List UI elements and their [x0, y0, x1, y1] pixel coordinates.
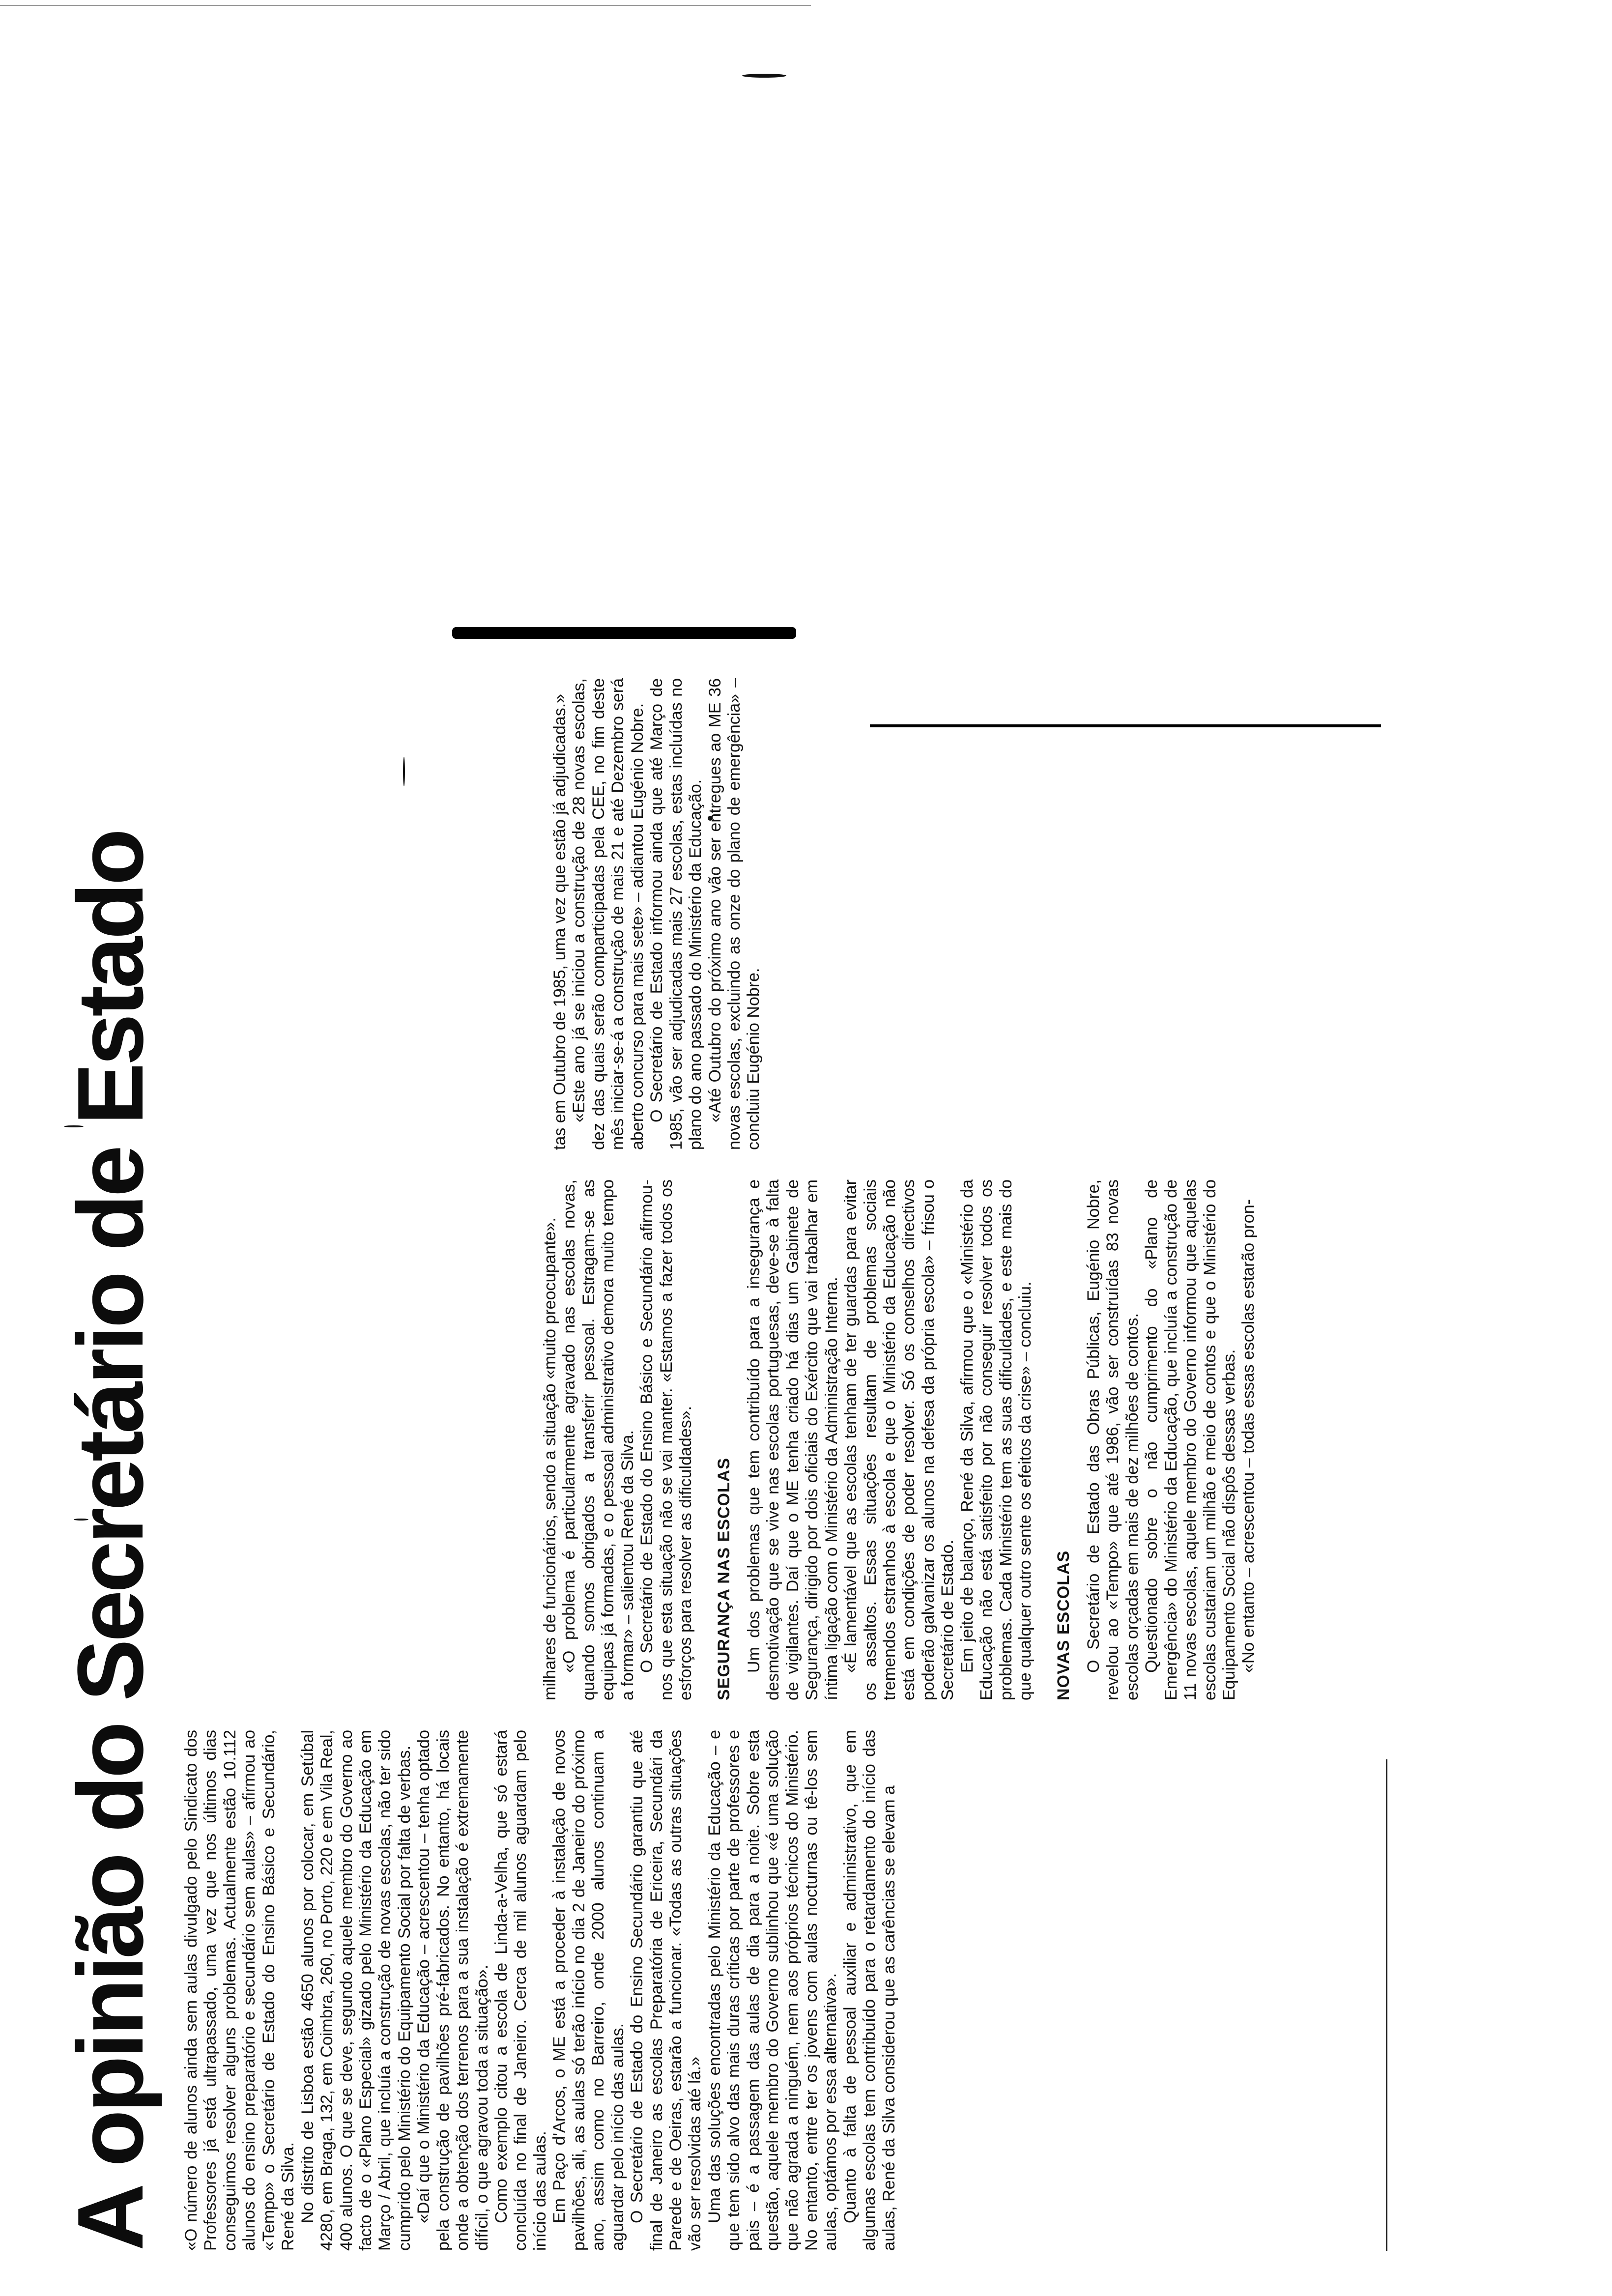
article-column-4: [550, 678, 764, 1150]
paragraph: Questionado sobre o não cumprimento do «Plano de Emergência» do Ministério da Educação, que incluía a construção de 11 novas escolas, aquele membro do Governo informou que aquelas escolas custariam um milhão e meio de contos e que o Ministério do Equipamento Social não dispôs dessas verbas.: [1142, 1179, 1238, 1700]
section-heading-new-schools: NOVAS ESCOLAS: [1054, 1550, 1073, 1700]
paragraph: O Secretário de Estado do Ensino Secundário garantiu que até final de Janeiro as escolas Preparatória de Ericeira, Secundári da Parede e de Oeiras, estarão a funcionar. «Todas as outras situações vão ser resolvidas até lá.»: [628, 1730, 705, 2251]
paragraph: milhares de funcionários, sendo a situação «muito preocupante».: [541, 1217, 559, 1700]
headline: A opinião do Secretário de Estado: [58, 831, 163, 2251]
bottom-rule: [1386, 1759, 1387, 2251]
paragraph: No distrito de Lisboa estão 4650 alunos por colocar, em Setúbal 4280, em Braga, 132, em Coimbra, 260, no Porto, 220 e em Vila Real, 400 alunos. O que se deve, segundo aquele membro do Governo ao facto de o «Plano Especial» gizado pelo Ministério da Educação em Março / Abril, que incluía a construção de novas escolas, não ter sido cumprido pelo Ministério do Equipamento Social por falta de verbas.: [298, 1730, 414, 2251]
paragraph: «Daí que o Ministério da Educação – acrescentou – tenha optado pela construção de pavilhões pré-fabricados. No entanto, há locais onde a obtenção dos terrenos para a sua instalação é extremamente difícil, o que agravou toda a situação».: [414, 1730, 491, 2251]
paragraph: «No entanto – acrescentou – todas essas escolas estarão pron-: [1239, 1199, 1258, 1673]
paragraph: Em jeito de balanço, René da Silva, afirmou que o «Ministério da Educação não está satisfeito por não conseguir resolver todos os problemas. Cada Ministério tem as suas dificuldades, e este mais do que qualquer outro sente os efeitos da crise» – concluiu.: [957, 1179, 1035, 1700]
paragraph: Como exemplo citou a escola de Linda-a-Velha, que só estará concluída no final de Janeiro. Cerca de mil alunos aguardam pelo início das aulas.: [492, 1730, 549, 2251]
paragraph: «Até Outubro do próximo ano vão ser entregues ao ME 36 novas escolas, excluindo as onze do plano de emergência» – concluiu Eugénio Nobre.: [705, 678, 763, 1150]
paragraph: tas em Outubro de 1985, uma vez que estão já adjudicadas.»: [550, 693, 569, 1150]
paragraph: Um dos problemas que tem contribuído para a insegurança e desmotivação que se vive nas escolas portuguesas, deve-se à falta de vigilantes. Daí que o ME tenha criado há dias um Gabinete de Segurança, dirigido por dois oficiais do Exército que vai trabalhar em íntima ligação com o Ministério da Administração Interna.: [744, 1179, 841, 1700]
article: [20, 29, 1415, 2270]
paragraph: Uma das soluções encontradas pelo Ministério da Educação – e que tem sido alvo das mais duras críticas por parte de professores e pais – é a passagem das aulas de dia para a noite. Sobre esta questão, aquele membro do Governo sublinhou que «é uma solução que não agrada a ninguém, nem aos próprios técnicos do Ministério. No entanto, entre ter os jovens com aulas nocturnas ou tê-los sem aulas, optámos por essa alternativa».: [705, 1730, 840, 2251]
paragraph: «O problema é particularmente agravado nas escolas novas, quando somos obrigados a transferir pessoal. Estragam-se as equipas já formadas, e o pessoal administrativo demora muito tempo a formar» – salientou René da Silva.: [560, 1179, 637, 1700]
paragraph: «O número de alunos ainda sem aulas divulgado pelo Sindicato dos Professores já está ultrapassado, uma vez que nos últimos dias conseguimos resolver alguns problemas. Actualmente estão 10.112 alunos do ensino preparatório e secundário sem aulas» – afirmou ao «Tempo» o Secretário de Estado do Ensino Básico e Secundário, René da Silva.: [182, 1730, 298, 2251]
paragraph: «Este ano já se iniciou a construção de 28 novas escolas, dez das quais serão comparticipadas pela CEE, no fim deste mês iniciar-se-á a construção de mais 21 e até Dezembro será aberto concurso para mais sete» – adiantou Eugénio Nobre.: [570, 678, 647, 1150]
column-rule: [870, 724, 1381, 727]
paragraph: O Secretário de Estado informou ainda que até Março de 1985, vão ser adjudicadas mais 27 escolas, estas incluídas no plano do ano passado do Ministério da Educação.: [647, 678, 705, 1150]
paragraph: «É lamentável que as escolas tenham de ter guardas para evitar os assaltos. Essas situações resultam de problemas sociais tremendos estranhos à escola e que o Ministério da Educação não está em condições de poder resolver. Só os conselhos directivos poderão galvanizar os alunos na defesa da própria escola» – frisou o Secretário de Estado.: [841, 1179, 957, 1700]
paragraph: Em Paço d'Arcos, o ME está a proceder à instalação de novos pavilhões, ali, as aulas só terão início no dia 2 de Janeiro do próximo ano, assim como no Barreiro, onde 2000 alunos continuam a aguardar pelo início das aulas.: [550, 1730, 627, 2251]
scan-edge-line: [0, 5, 811, 6]
section-heading-security: SEGURANÇA NAS ESCOLAS: [714, 1458, 733, 1700]
paragraph: O Secretário de Estado das Obras Públicas, Eugénio Nobre, revelou ao «Tempo» que até 1986, vão ser construídas 83 novas escolas orçadas em mais de dez milhões de contos.: [1084, 1179, 1142, 1700]
article-column-1: [182, 1730, 899, 2251]
decorative-bar: [452, 627, 796, 639]
paragraph: Quanto à falta de pessoal auxiliar e administrativo, que em algumas escolas tem contribuído para o retardamento do início das aulas, René da Silva considerou que as carências se elevam a: [840, 1730, 898, 2251]
paragraph: O Secretário de Estado do Ensino Básico e Secundário afirmou-nos que esta situação não se vai manter. «Estamos a fazer todos os esforços para resolver as dificuldades».: [637, 1179, 695, 1700]
article-column-2: [541, 1179, 1259, 1700]
